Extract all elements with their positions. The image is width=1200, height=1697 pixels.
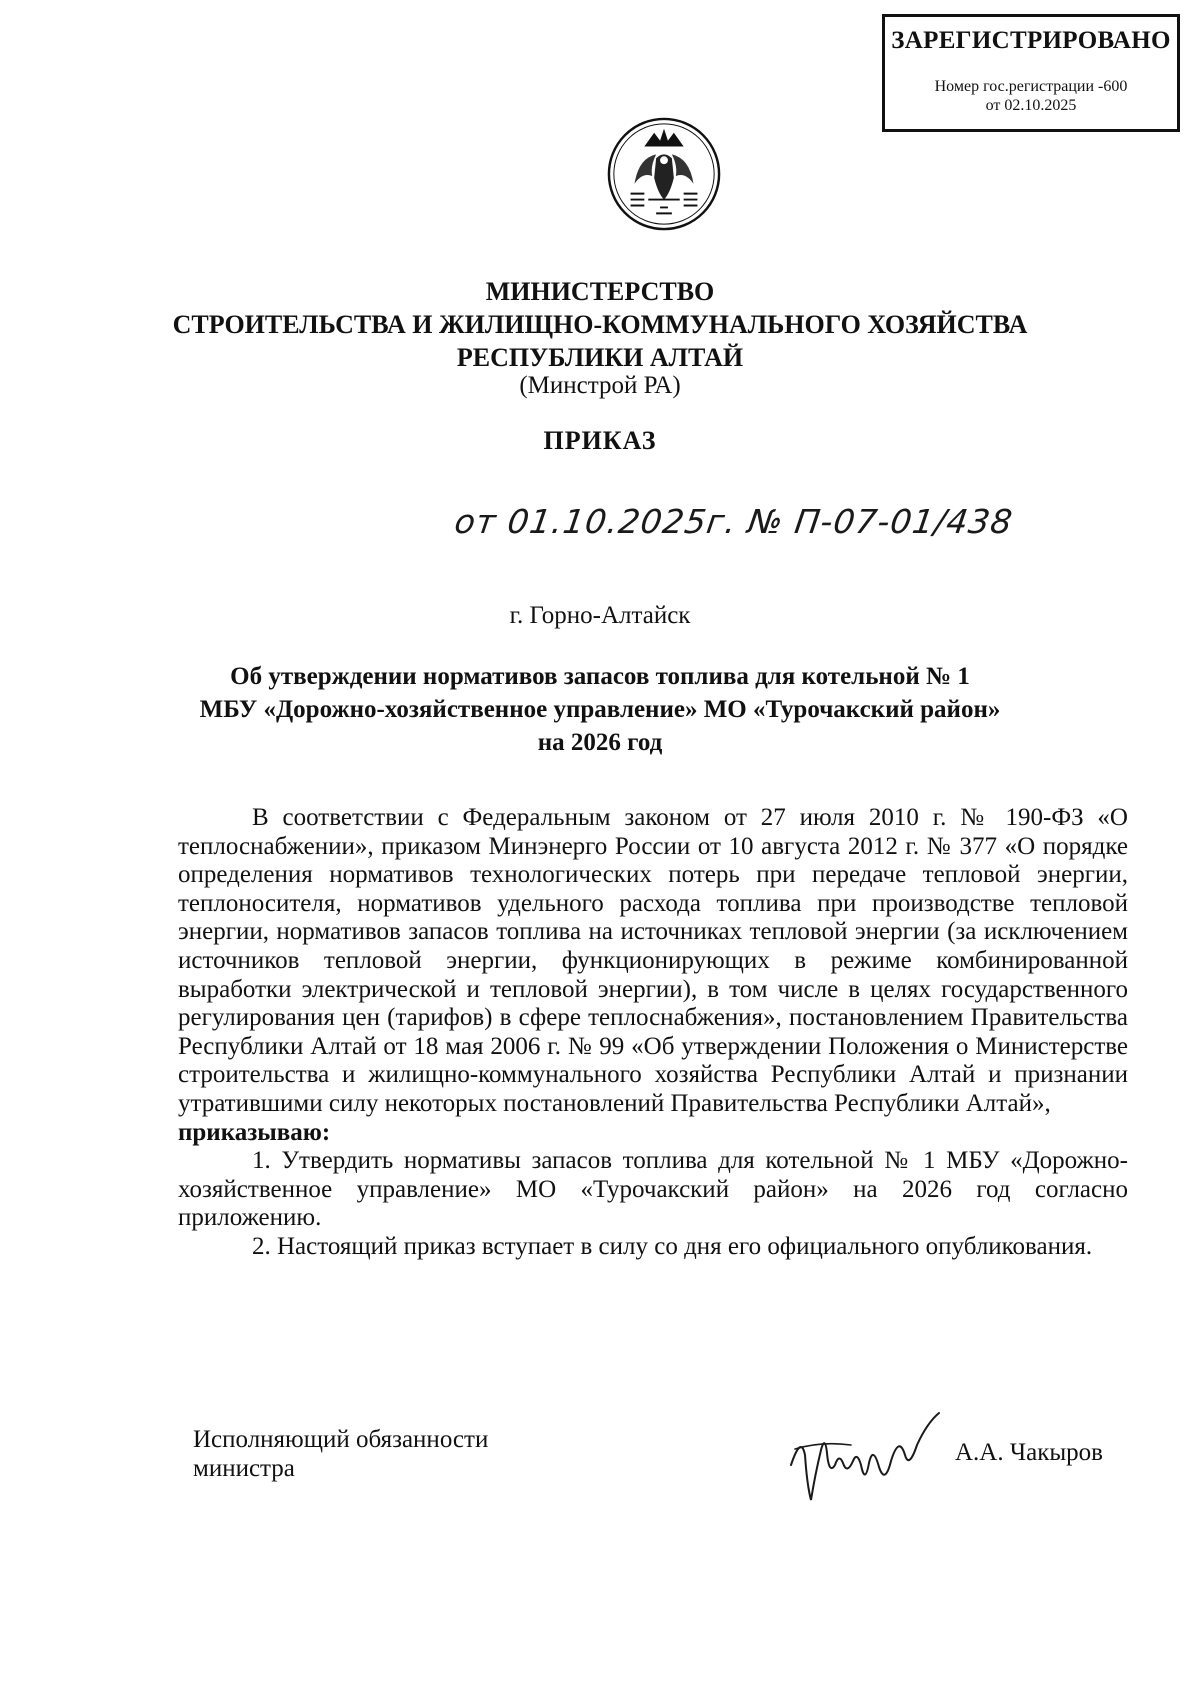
subject-line: МБУ «Дорожно-хозяйственное управление» МО «Турочакский район»	[199, 696, 1001, 723]
signatory-position	[193, 1425, 488, 1483]
position-line: Исполняющий обязанности	[193, 1426, 489, 1453]
ministry-line: РЕСПУБЛИКИ АЛТАЙ	[456, 343, 744, 372]
subject-line: Об утверждении нормативов запасов топлива для котельной № 1	[230, 663, 970, 690]
subject-line: на 2026 год	[537, 729, 663, 756]
document-type-title: ПРИКАЗ	[543, 426, 657, 455]
stamp-title: ЗАРЕГИСТРИРОВАНО	[891, 27, 1171, 54]
order-body	[178, 804, 1128, 1262]
signature-block	[193, 1425, 1143, 1545]
position-line: министра	[193, 1455, 295, 1482]
stamp-reg-date: от 02.10.2025	[985, 97, 1077, 114]
ministry-line: СТРОИТЕЛЬСТВА И ЖИЛИЩНО-КОММУНАЛЬНОГО ХОЗЯЙСТВА	[172, 310, 1028, 339]
preamble-paragraph: В соответствии с Федеральным законом от 27 июля 2010 г. № 190-ФЗ «О теплоснабжении», приказом Минэнерго России от 10 августа 2012 г. № 377 «О порядке определения нормативов технологических потерь при передаче тепловой энергии, теплоносителя, нормативов удельного расхода топлива при производстве тепловой энергии, нормативов запасов топлива на источниках тепловой энергии (за исключением источников тепловой энергии, функционирующих в режиме комбинированной выработки электрической и тепловой энергии), в том числе в целях государственного регулирования цен (тарифов) в сфере теплоснабжения», постановлением Правительства Республики Алтай от 18 мая 2006 г. № 99 «Об утверждении Положения о Министерстве строительства и жилищно-коммунального хозяйства Республики Алтай и признании утратившими силу некоторых постановлений Правительства Республики Алтай»,	[178, 804, 1128, 1117]
decree-word: приказываю:	[178, 1118, 331, 1146]
handwritten-text: от 01.10.2025г. № П-07-01/438	[452, 502, 1016, 541]
city-name: г. Горно-Алтайск	[509, 602, 691, 629]
coat-of-arms-emblem-icon	[605, 115, 723, 233]
ministry-line: МИНИСТЕРСТВО	[485, 277, 715, 306]
handwritten-order-date-number	[452, 502, 1016, 552]
registration-stamp	[882, 14, 1180, 132]
ministry-name	[100, 275, 1100, 374]
stamp-reg-number: Номер гос.регистрации -600	[934, 78, 1128, 95]
order-item: 1. Утвердить нормативы запасов топлива для котельной № 1 МБУ «Дорожно-хозяйственное управление» МО «Турочакский район» на 2026 год согласно приложению.	[178, 1147, 1128, 1232]
signatory-name: А.А. Чакыров	[955, 1439, 1103, 1466]
order-item: 2. Настоящий приказ вступает в силу со дня его официального опубликования.	[252, 1232, 1093, 1260]
handwritten-signature-icon	[781, 1405, 951, 1515]
ministry-short-name: (Минстрой РА)	[519, 372, 681, 399]
order-subject	[100, 660, 1100, 759]
